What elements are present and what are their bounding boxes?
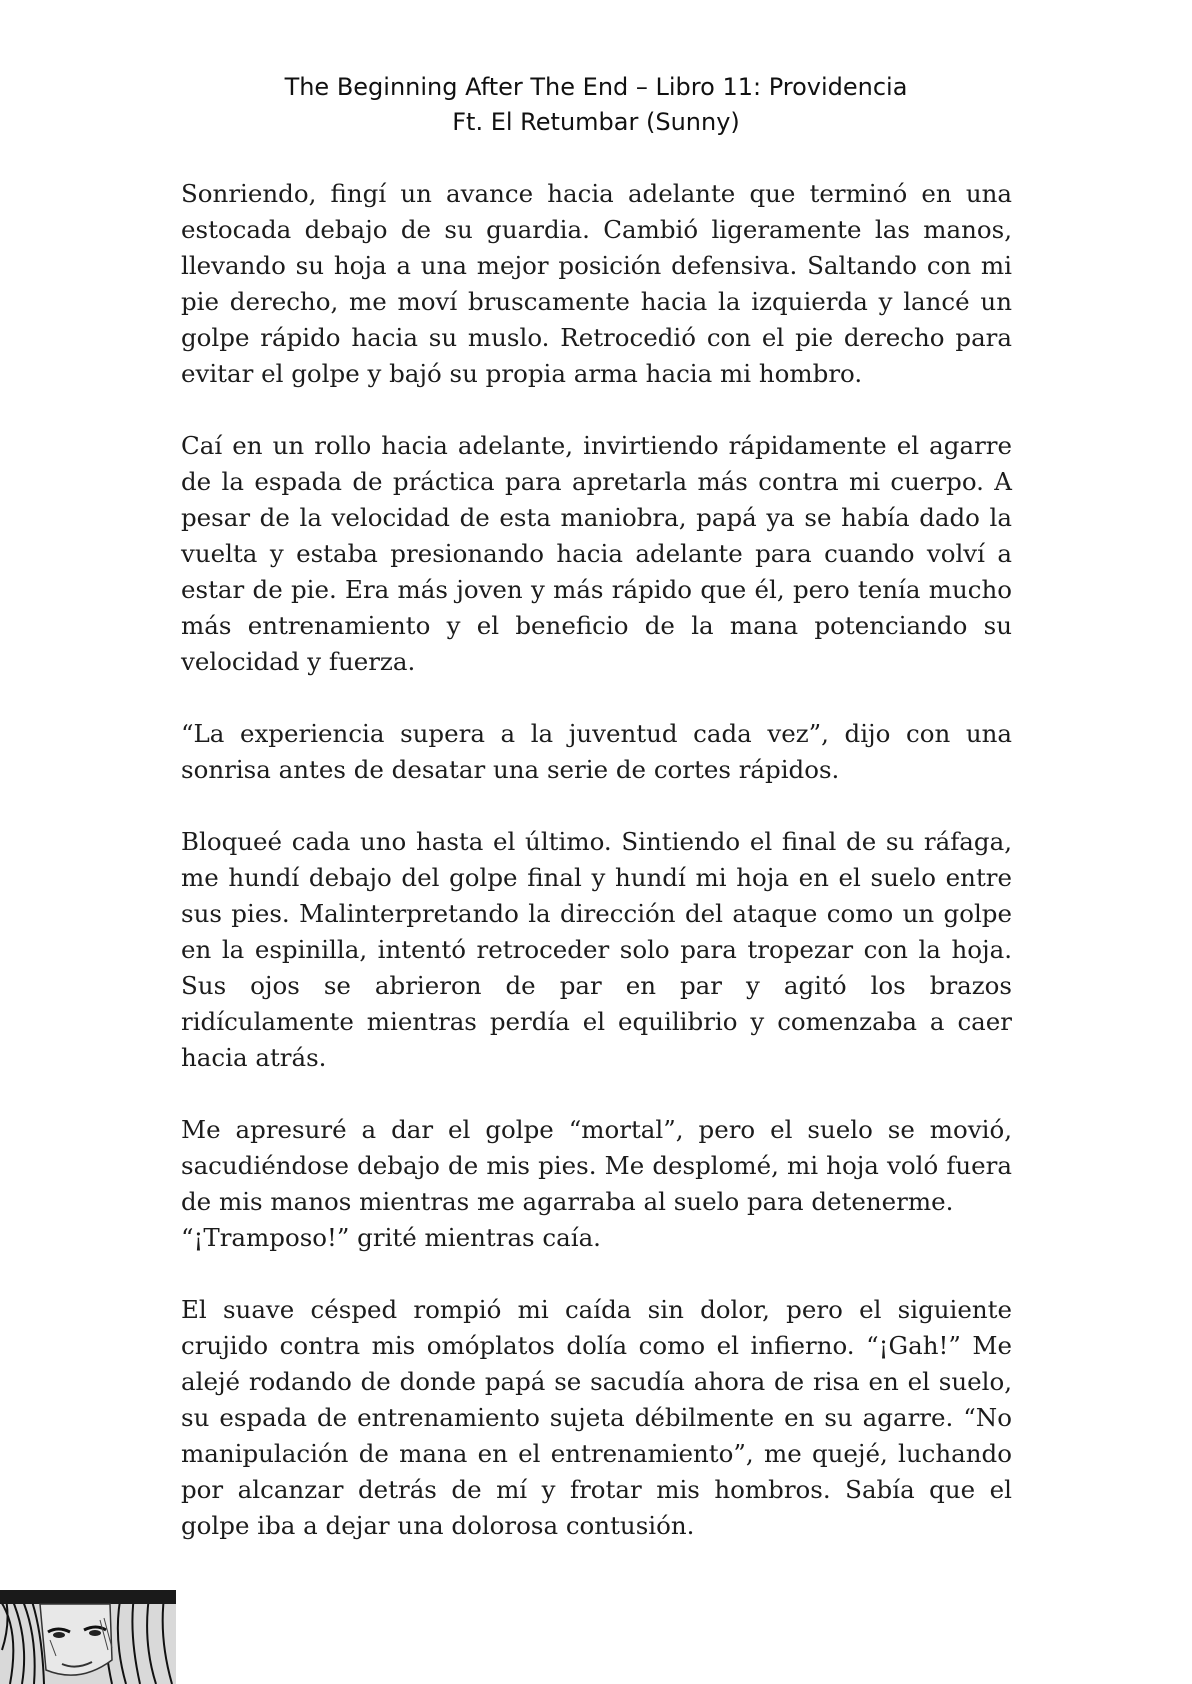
document-title: The Beginning After The End – Libro 11: Providencia (284, 73, 908, 101)
page-header (0, 70, 1192, 140)
manga-character-avatar-icon (0, 1590, 176, 1684)
document-body (181, 176, 1012, 1580)
document-subtitle: Ft. El Retumbar (Sunny) (452, 108, 740, 136)
paragraph-6: “¡Tramposo!” grité mientras caía. (181, 1223, 601, 1252)
paragraph-4: Bloqueé cada uno hasta el último. Sintiendo el final de su ráfaga, me hundí debajo del golpe final y hundí mi hoja en el suelo entre sus pies. Malinterpretando la dirección del ataque como un golpe en la espinilla, intentó retroceder solo para tropezar con la hoja. Sus ojos se abrieron de par en par y agitó los brazos ridículamente mientras perdía el equilibrio y comenzaba a caer hacia atrás. (181, 827, 1012, 1072)
paragraph-5: Me apresuré a dar el golpe “mortal”, pero el suelo se movió, sacudiéndose debajo de mis pies. Me desplomé, mi hoja voló fuera de mis manos mientras me agarraba al suelo para detenerme. (181, 1115, 1012, 1216)
paragraph-2: Caí en un rollo hacia adelante, invirtiendo rápidamente el agarre de la espada de práctica para apretarla más contra mi cuerpo. A pesar de la velocidad de esta maniobra, papá ya se había dado la vuelta y estaba presionando hacia adelante para cuando volví a estar de pie. Era más joven y más rápido que él, pero tenía mucho más entrenamiento y el beneficio de la mana potenciando su velocidad y fuerza. (181, 431, 1012, 676)
paragraph-3: “La experiencia supera a la juventud cada vez”, dijo con una sonrisa antes de desatar una serie de cortes rápidos. (181, 719, 1012, 784)
paragraph-7: El suave césped rompió mi caída sin dolor, pero el siguiente crujido contra mis omóplatos dolía como el infierno. “¡Gah!” Me alejé rodando de donde papá se sacudía ahora de risa en el suelo, su espada de entrenamiento sujeta débilmente en su agarre. “No manipulación de mana en el entrenamiento”, me quejé, luchando por alcanzar detrás de mí y frotar mis hombros. Sabía que el golpe iba a dejar una dolorosa contusión. (181, 1295, 1012, 1540)
paragraph-1: Sonriendo, fingí un avance hacia adelante que terminó en una estocada debajo de su guardia. Cambió ligeramente las manos, llevando su hoja a una mejor posición defensiva. Saltando con mi pie derecho, me moví bruscamente hacia la izquierda y lancé un golpe rápido hacia su muslo. Retrocedió con el pie derecho para evitar el golpe y bajó su propia arma hacia mi hombro. (181, 179, 1012, 388)
